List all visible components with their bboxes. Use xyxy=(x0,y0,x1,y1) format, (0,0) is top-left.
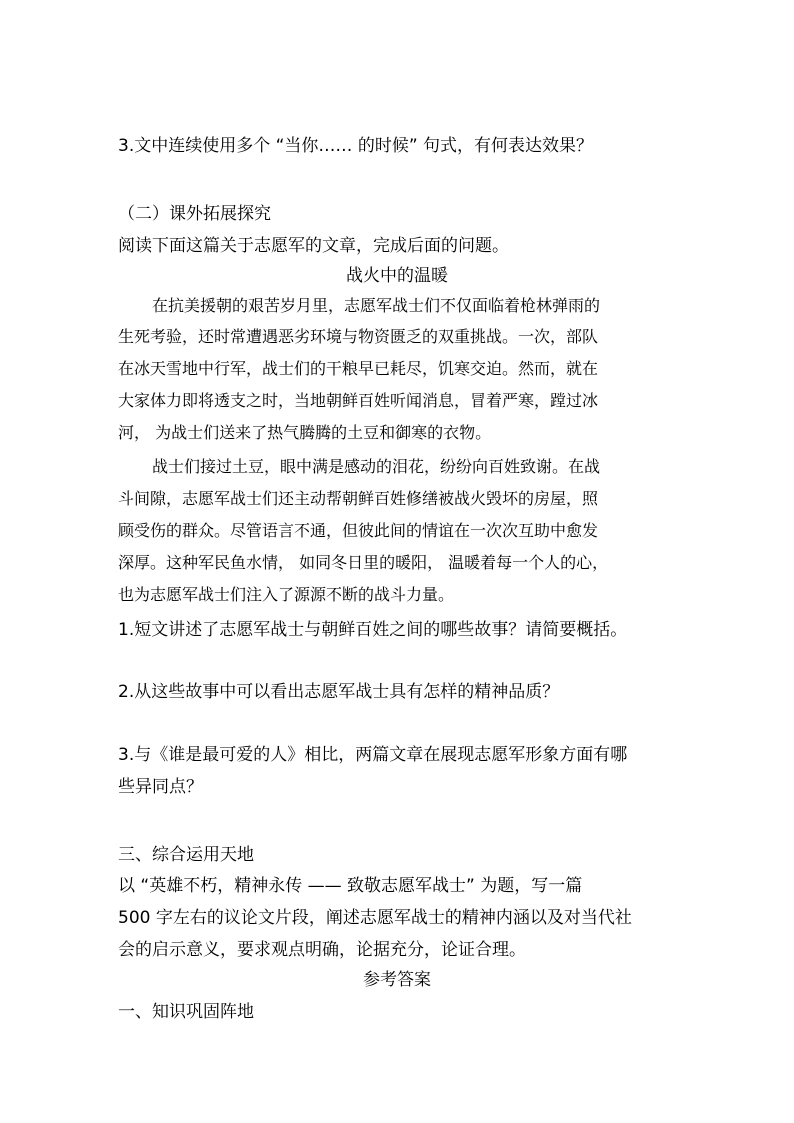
answers-section-1-heading: 一、知识巩固阵地 xyxy=(118,1002,254,1022)
answers-title: 参考答案 xyxy=(363,970,431,990)
question-2-qualities: 2.从这些故事中可以看出志愿军战士具有怎样的精神品质？ xyxy=(118,682,560,702)
reading-instruction: 阅读下面这篇关于志愿军的文章，完成后面的问题。 xyxy=(118,236,509,256)
article-title: 战火中的温暖 xyxy=(346,266,448,286)
prompt-line: 以 “英雄不朽，精神永传 —— 致敬志愿军战士” 为题，写一篇 xyxy=(118,876,583,896)
paragraph-line: 在抗美援朝的艰苦岁月里，志愿军战士们不仅面临着枪林弹雨的 xyxy=(152,296,601,315)
question-line: 些异同点？ xyxy=(118,777,203,797)
paragraph-line: 斗间隙，志愿军战士们还主动帮朝鲜百姓修缮被战火毁坏的房屋，照 xyxy=(118,489,599,508)
prompt-line: 500 字左右的议论文片段，阐述志愿军战士的精神内涵以及对当代社 xyxy=(118,908,632,928)
paragraph-line: 在冰天雪地中行军，战士们的干粮早已耗尽，饥寒交迫。然而，就在 xyxy=(118,359,599,378)
paragraph-line: 深厚。这种军民鱼水情， 如同冬日里的暖阳， 温暖着每一个人的心， xyxy=(118,553,609,572)
paragraph-line: 河， 为战士们送来了热气腾腾的土豆和御寒的衣物。 xyxy=(118,423,492,442)
section-heading-application: 三、综合运用天地 xyxy=(118,845,254,865)
prompt-line: 会的启示意义，要求观点明确，论据充分，论证合理。 xyxy=(118,940,526,960)
question-line: 3.与《谁是最可爱的人》相比，两篇文章在展现志愿军形象方面有哪 xyxy=(118,745,628,765)
question-1-stories: 1.短文讲述了志愿军战士与朝鲜百姓之间的哪些故事？请简要概括。 xyxy=(118,620,628,640)
question-3-effect: 3.文中连续使用多个 “当你…… 的时候” 句式，有何表达效果？ xyxy=(118,136,594,156)
paragraph-line: 也为志愿军战士们注入了源源不断的战斗力量。 xyxy=(118,585,455,604)
paragraph-line: 战士们接过土豆，眼中满是感动的泪花，纷纷向百姓致谢。在战 xyxy=(152,457,601,476)
paragraph-line: 顾受伤的群众。尽管语言不通，但彼此间的情谊在一次次互助中愈发 xyxy=(118,521,599,540)
paragraph-line: 生死考验，还时常遭遇恶劣环境与物资匮乏的双重挑战。一次，部队 xyxy=(118,327,599,346)
section-heading-extended-inquiry: （二）课外拓展探究 xyxy=(118,204,271,224)
paragraph-line: 大家体力即将透支之时，当地朝鲜百姓听闻消息，冒着严寒，蹚过冰 xyxy=(118,391,599,410)
